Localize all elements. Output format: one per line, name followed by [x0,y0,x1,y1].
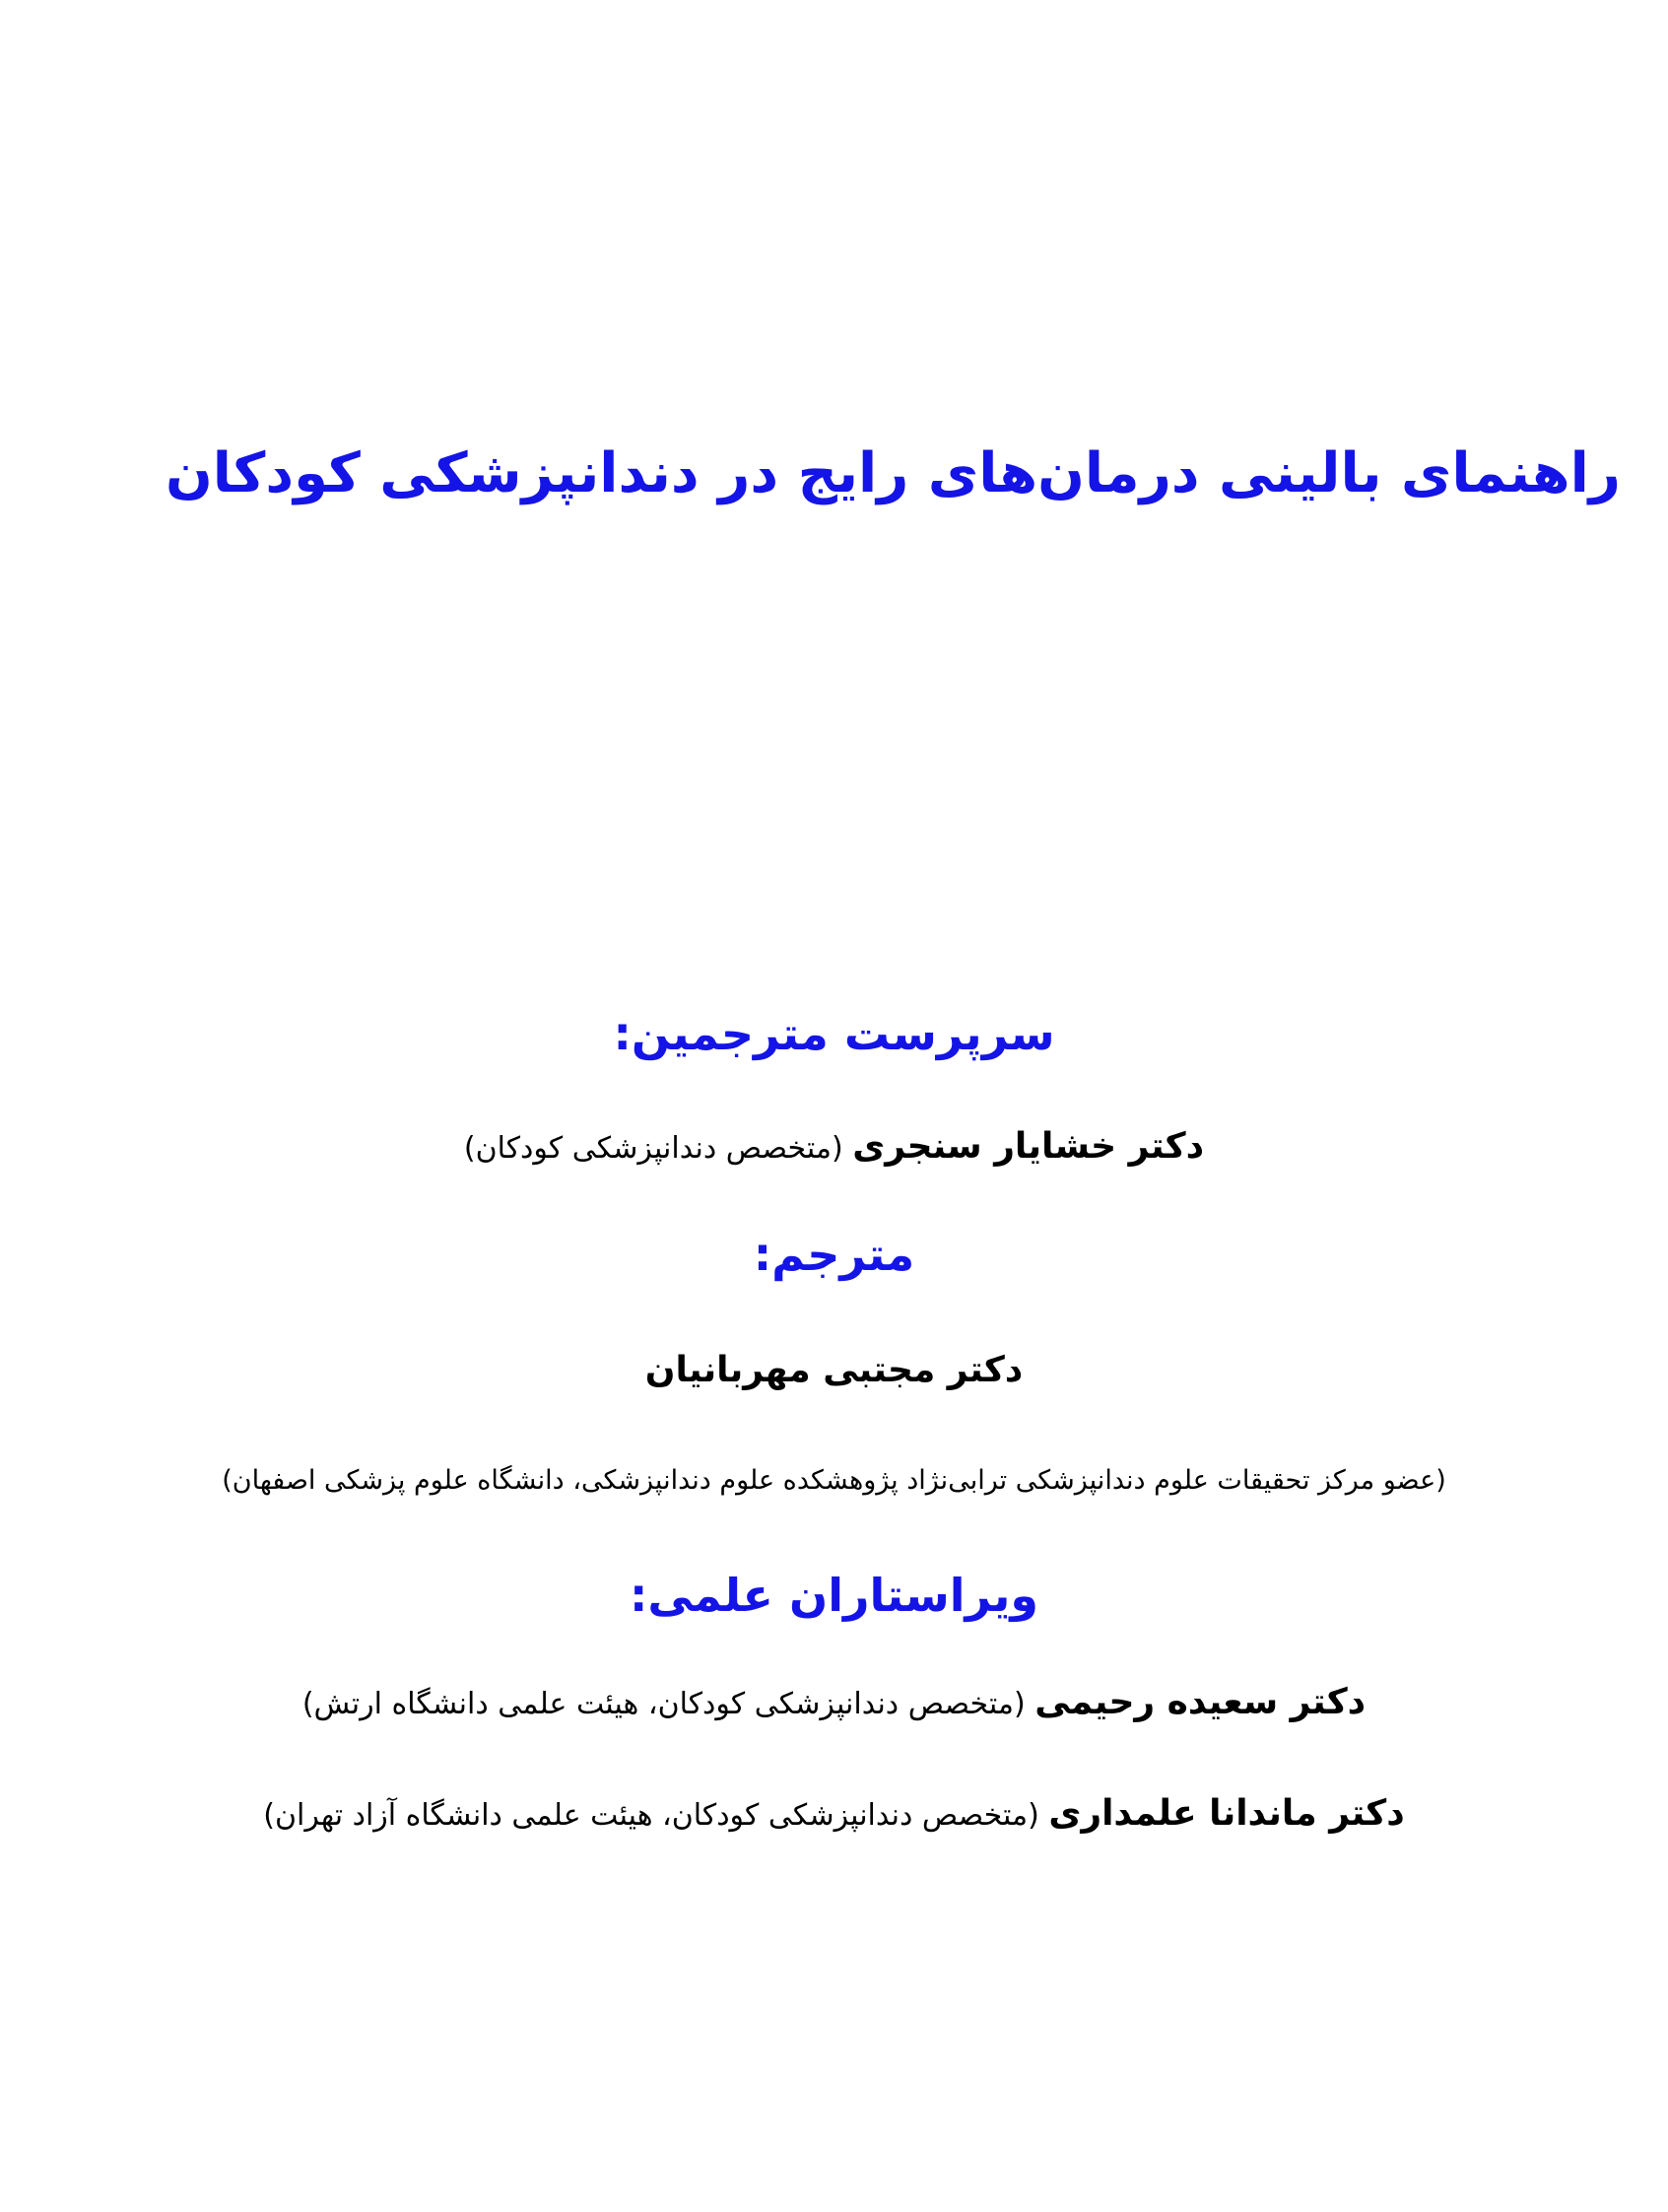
editor-affiliation: (متخصص دندانپزشکی کودکان، هیئت علمی دانشگاه ارتش) [301,1687,1026,1721]
editor-name: دکتر سعیده رحیمی [1034,1682,1367,1722]
editor-affiliation: (متخصص دندانپزشکی کودکان، هیئت علمی دانشگاه آزاد تهران) [263,1798,1039,1833]
editor-name: دکتر ماندانا علمداری [1048,1793,1405,1834]
supervisor-name: دکتر خشایار سنجری [852,1126,1205,1167]
supervisor-entry [0,1126,1668,1167]
translator-affiliation: (عضو مرکز تحقیقات علوم دندانپزشکی ترابی‌نژاد پژوهشکده علوم دندانپزشکی، دانشگاه علوم پزشکی اصفهان) [222,1465,1446,1496]
editor-entry [0,1793,1668,1834]
editor-entry [0,1682,1668,1722]
editors-heading: ویراستاران علمی: [629,1569,1039,1622]
supervisor-heading: سرپرست مترجمین: [613,1007,1055,1060]
document-title: راهنمای بالینی درمان‌های رایج در دندانپزشکی کودکان [165,441,1622,505]
translator-name: دکتر مجتبی مهربانیان [644,1350,1024,1390]
supervisor-affiliation: (متخصص دندانپزشکی کودکان) [463,1131,843,1166]
translator-heading: مترجم: [753,1228,915,1281]
